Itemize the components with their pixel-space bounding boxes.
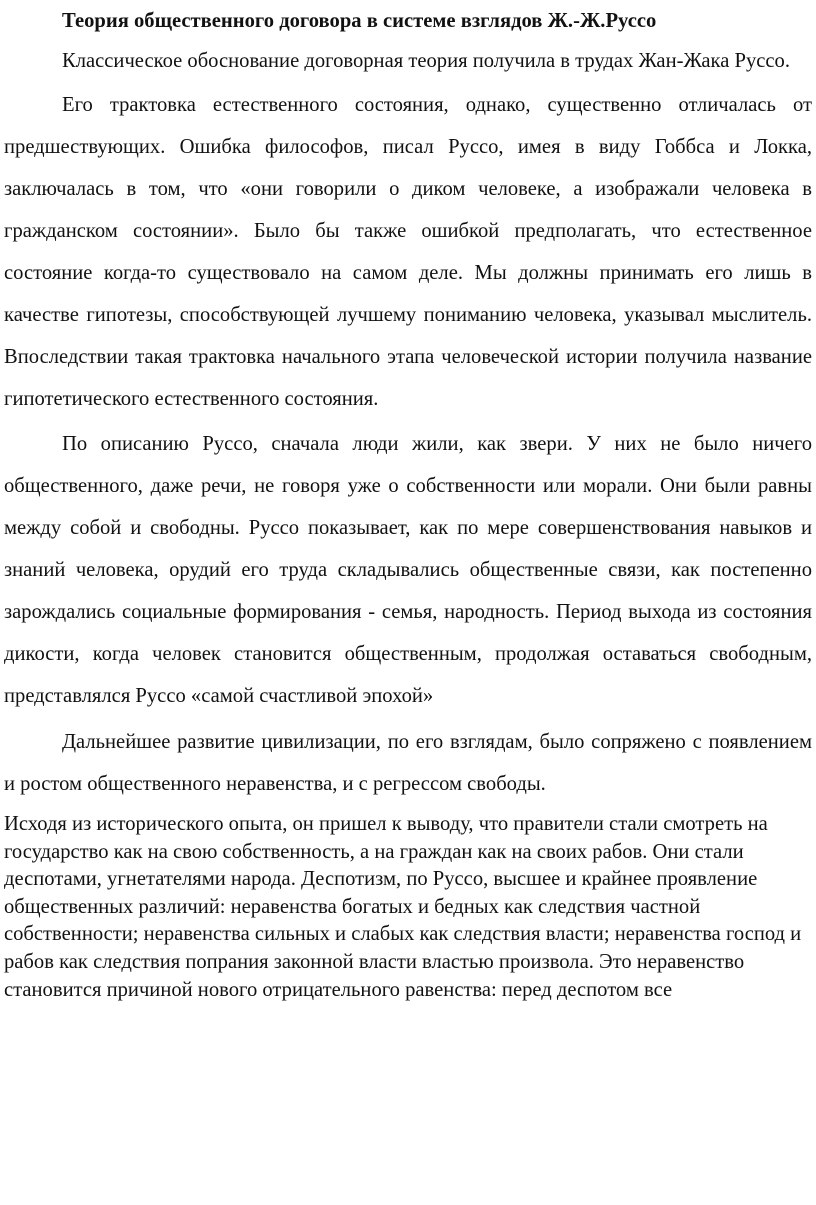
document-title: Теория общественного договора в системе взглядов Ж.-Ж.Руссо xyxy=(62,10,657,32)
paragraph-despotism: Исходя из исторического опыта, он пришел к выводу, что правители стали смотреть на государство как на свою собственность, а на граждан как на своих рабов. Они стали деспотами, угнетателями народа. Деспотизм, по Руссо, высшее и крайнее проявление общественных различий: неравенства богатых и бедных как следствия частной собственности; неравенства сильных и слабых как следствия власти; неравенства господ и рабов как следствия попрания законной власти властью произвола. Это неравенство становится причиной нового отрицательного равенства: перед деспотом все xyxy=(4,813,802,1001)
paragraph-natural-state: Его трактовка естественного состояния, однако, существенно отличалась от предшествующих. Ошибка философов, писал Руссо, имея в виду Гоббса и Локка, заключалась в том, что «они говорили о диком человеке, а изображали человека в гражданском состоянии». Было бы также ошибкой предполагать, что естественное состояние когда-то существовало на самом деле. Мы должны принимать его лишь в качестве гипотезы, способствующей лучшему пониманию человека, указывал мыслитель. Впоследствии такая трактовка начального этапа человеческой истории получила название гипотетического естественного состояния. xyxy=(4,94,812,410)
paragraph-civilization: Дальнейшее развитие цивилизации, по его взглядам, было сопряжено с появлением и ростом общественного неравенства, и с регрессом свободы. xyxy=(4,731,812,795)
paragraph-intro: Классическое обоснование договорная теория получила в трудах Жан-Жака Руссо. xyxy=(62,50,790,72)
paragraph-rousseau-description: По описанию Руссо, сначала люди жили, как звери. У них не было ничего общественного, даже речи, не говоря уже о собственности или морали. Они были равны между собой и свободны. Руссо показывает, как по мере совершенствования навыков и знаний человека, орудий его труда складывались общественные связи, как постепенно зарождались социальные формирования - семья, народность. Период выхода из состояния дикости, когда человек становится общественным, продолжая оставаться свободным, представлялся Руссо «самой счастливой эпохой» xyxy=(4,433,812,707)
